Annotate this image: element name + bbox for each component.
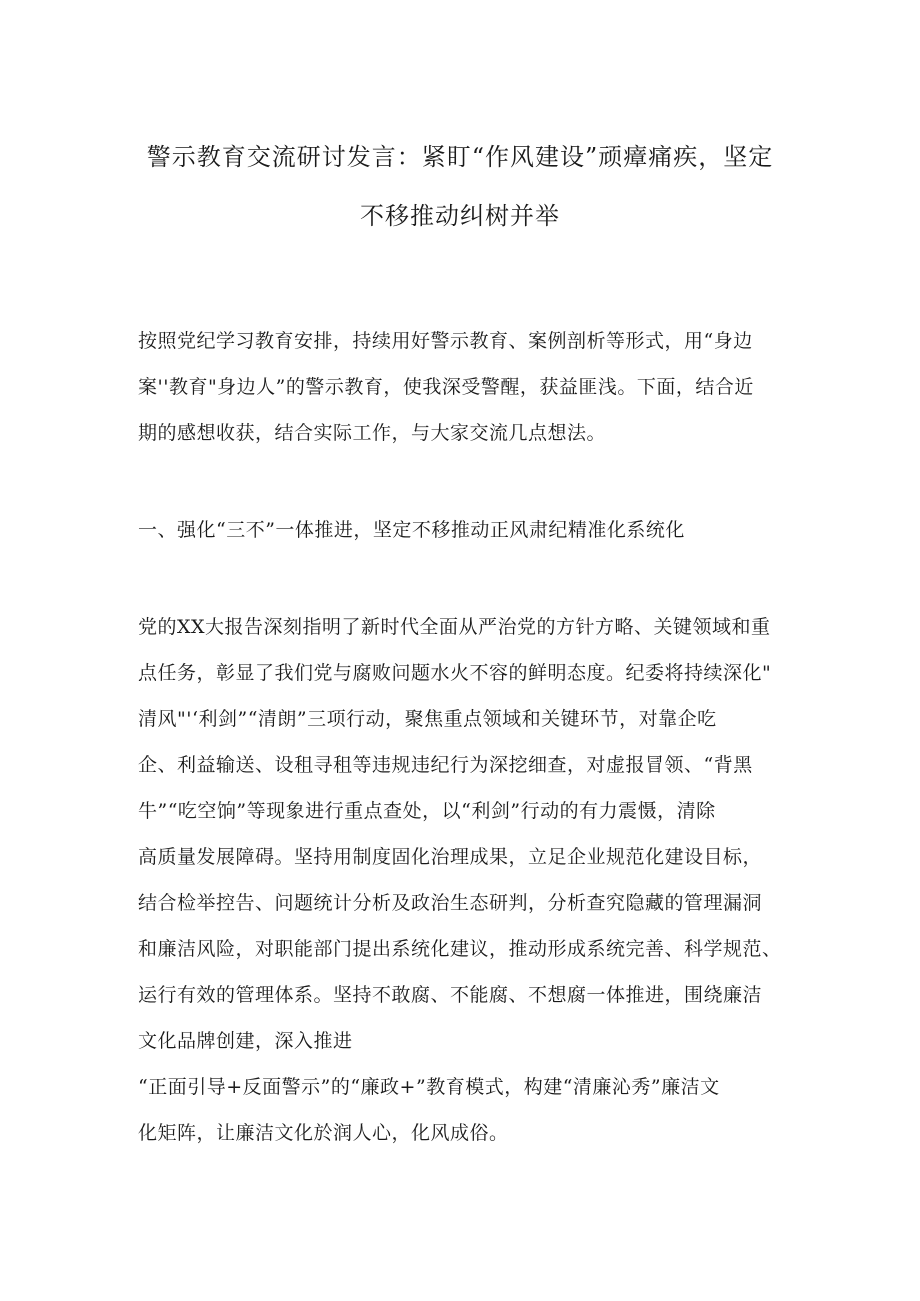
intro-line: 案''教育"身边人”的警示教育，使我深受警醒，获益匪浅。下面，结合近 <box>138 376 754 398</box>
body-line: 牛”“吃空饷”等现象进行重点查处，以“利剑”行动的有力震慑，清除 <box>138 800 716 822</box>
body-line: “正面引导+反面警示”的“廉政+”教育模式，构建“清廉沁秀”廉洁文 <box>138 1076 720 1098</box>
body-line: 高质量发展障碍。坚持用制度固化治理成果，立足企业规范化建设目标， <box>138 846 763 868</box>
section-heading <box>138 507 798 553</box>
section-heading-text: 一、强化“三不”一体推进，坚定不移推动正风肃纪精准化系统化 <box>138 519 685 541</box>
body-line: 党的XX大报告深刻指明了新时代全面从严治党的方针方略、关键领域和重 <box>138 616 771 638</box>
body-line: 文化品牌创建，深入推进 <box>138 1030 353 1052</box>
body-line: 清风"'‘利剑”“清朗”三项行动，聚焦重点领域和关键环节，对靠企吃 <box>138 708 717 730</box>
intro-line: 期的感想收获，结合实际工作，与大家交流几点想法。 <box>138 422 607 444</box>
intro-paragraph <box>138 318 798 456</box>
document-title-line-1: 警示教育交流研讨发言：紧盯“作风建设”顽瘴痛疾，坚定 <box>146 143 774 171</box>
intro-line: 按照党纪学习教育安排，持续用好警示教育、案例剖析等形式，用“身边 <box>138 330 753 352</box>
body-line: 企、利益输送、设租寻租等违规违纪行为深挖细查，对虚报冒领、“背黑 <box>138 754 753 776</box>
document-title-line-2: 不移推动纠树并举 <box>360 202 560 230</box>
body-line: 点任务，彰显了我们党与腐败问题水火不容的鲜明态度。纪委将持续深化" <box>138 662 772 684</box>
body-paragraph <box>138 604 798 1156</box>
body-line: 结合检举控告、问题统计分析及政治生态研判，分析查究隐藏的管理漏洞 <box>138 892 763 914</box>
body-line: 化矩阵，让廉洁文化於润人心，化风成俗。 <box>138 1122 509 1144</box>
body-line: 运行有效的管理体系。坚持不敢腐、不能腐、不想腐一体推进，围绕廉洁 <box>138 984 763 1006</box>
body-line: 和廉洁风险，对职能部门提出系统化建议，推动形成系统完善、科学规范、 <box>138 938 782 960</box>
